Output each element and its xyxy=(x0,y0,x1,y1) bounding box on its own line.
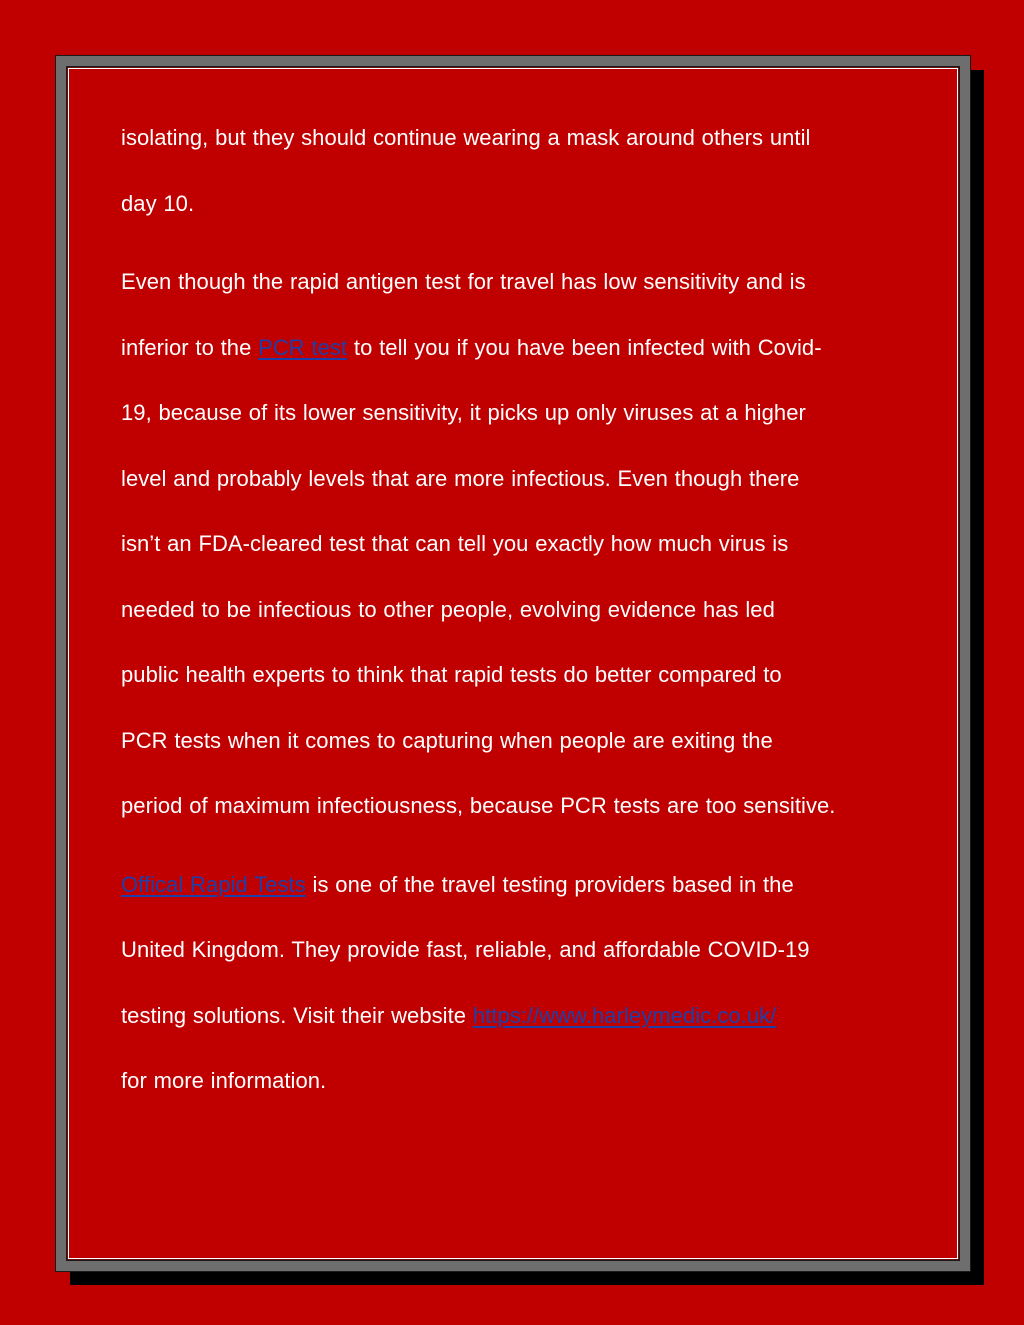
text-line: public health experts to think that rapid tests do better compared to xyxy=(121,662,782,687)
document-body xyxy=(121,105,911,1127)
text-line xyxy=(121,852,911,918)
text-line: PCR tests when it comes to capturing when people are exiting the xyxy=(121,727,773,753)
text-line: 19, because of its lower sensitivity, it picks up only viruses at a higher xyxy=(121,400,806,425)
text-segment: testing solutions. Visit their website xyxy=(121,1002,473,1028)
text-line: needed to be infectious to other people, evolving evidence has led xyxy=(121,596,775,622)
text-line: isn’t an FDA-cleared test that can tell you exactly how much virus is xyxy=(121,531,789,556)
text-line: isolating, but they should continue wearing a mask around others until xyxy=(121,125,811,150)
text-line: level and probably levels that are more infectious. Even though there xyxy=(121,465,800,491)
paragraph-provider xyxy=(121,852,911,1114)
text-line: United Kingdom. They provide fast, reliable, and affordable COVID-19 xyxy=(121,937,810,962)
offical-rapid-tests-link[interactable]: Offical Rapid Tests xyxy=(121,871,306,897)
text-segment: inferior to the xyxy=(121,334,259,360)
pcr-test-link[interactable]: PCR test xyxy=(258,334,348,360)
text-line: day 10. xyxy=(121,190,195,216)
paragraph-isolation xyxy=(121,105,911,236)
text-line: for more information. xyxy=(121,1068,327,1093)
paragraph-rapid-antigen xyxy=(121,249,911,839)
text-line: period of maximum infectiousness, because PCR tests are too sensitive. xyxy=(121,793,836,818)
text-segment: to tell you if you have been infected with Covid- xyxy=(347,334,822,360)
text-line xyxy=(121,315,911,381)
text-line xyxy=(121,983,911,1049)
text-line: Even though the rapid antigen test for travel has low sensitivity and is xyxy=(121,269,806,294)
text-segment: is one of the travel testing providers based in the xyxy=(305,871,794,897)
website-link[interactable]: https://www.harleymedic.co.uk/ xyxy=(472,1002,777,1028)
